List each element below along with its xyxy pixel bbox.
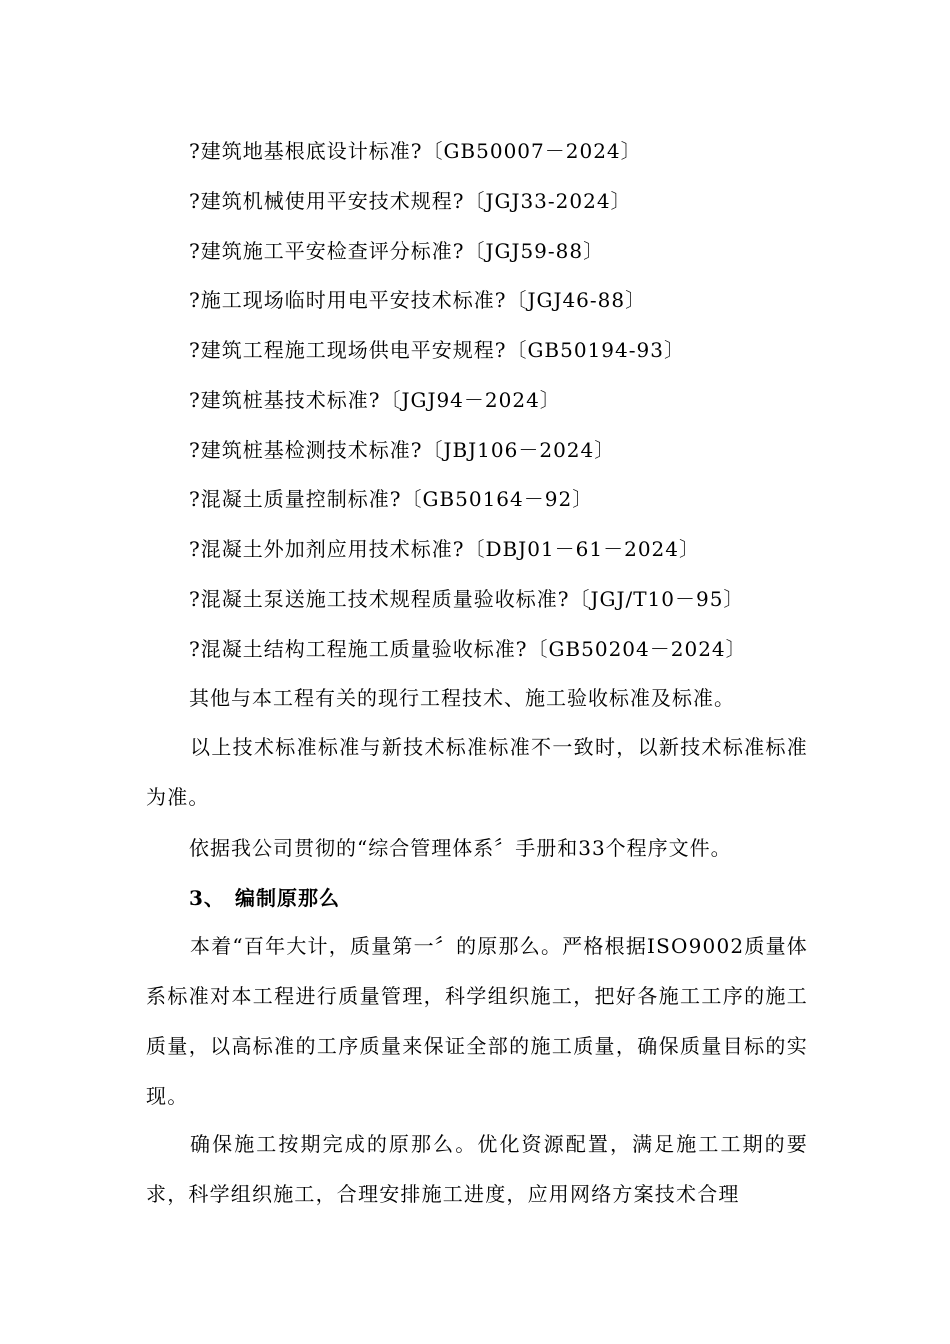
standard-item: ?混凝土结构工程施工质量验收标准?〔GB50204－2024〕 — [189, 637, 747, 661]
standard-item: ?混凝土质量控制标准?〔GB50164－92〕 — [189, 487, 594, 511]
precedence-paragraph: 以上技术标准标准与新技术标准标准不一致时，以新技术标准标准为准。 — [146, 735, 808, 809]
standard-item: ?建筑机械使用平安技术规程?〔JGJ33-2024〕 — [189, 189, 632, 213]
standard-item: ?混凝土泵送施工技术规程质量验收标准?〔JGJ/T10－95〕 — [189, 587, 745, 611]
section-heading — [189, 884, 340, 912]
standard-item: ?建筑施工平安检查评分标准?〔JGJ59-88〕 — [189, 239, 605, 263]
standard-item: ?建筑工程施工现场供电平安规程?〔GB50194-93〕 — [189, 338, 685, 362]
standard-item: ?混凝土外加剂应用技术标准?〔DBJ01－61－2024〕 — [189, 537, 700, 561]
management-basis-text: 依据我公司贯彻的“综合管理体系〞手册和33个程序文件。 — [189, 836, 732, 860]
section-number: 3、 — [189, 886, 225, 910]
section-title: 编制原那么 — [235, 886, 340, 910]
other-standards-text: 其他与本工程有关的现行工程技术、施工验收标准及标准。 — [189, 686, 735, 710]
principle-paragraph: 本着“百年大计，质量第一〞的原那么。严格根据ISO9002质量体系标准对本工程进行质量管理，科学组织施工，把好各施工工序的施工质量，以高标准的工序质量来保证全部的施工质量，确保质量目标的实现。 — [146, 934, 808, 1108]
standard-item: ?施工现场临时用电平安技术标准?〔JGJ46-88〕 — [189, 288, 647, 312]
principle-paragraph: 确保施工按期完成的原那么。优化资源配置，满足施工工期的要求，科学组织施工，合理安排施工进度，应用网络方案技术合理 — [146, 1132, 808, 1206]
standard-item: ?建筑桩基检测技术标准?〔JBJ106－2024〕 — [189, 438, 616, 462]
standard-item: ?建筑桩基技术标准?〔JGJ94－2024〕 — [189, 388, 561, 412]
standard-item: ?建筑地基根底设计标准?〔GB50007－2024〕 — [189, 139, 642, 163]
